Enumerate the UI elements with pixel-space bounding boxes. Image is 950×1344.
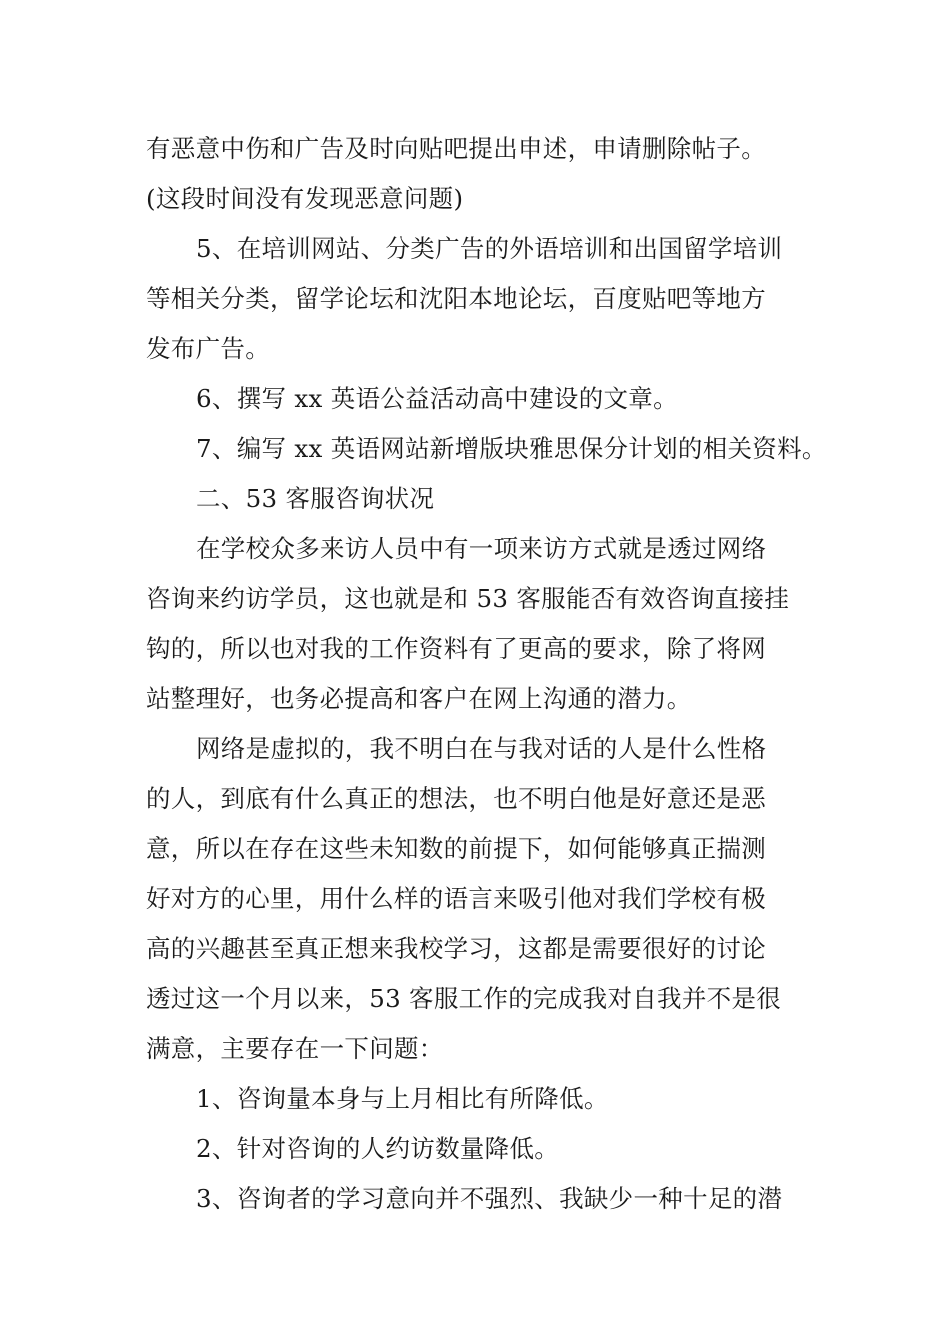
section-heading: 二、53 客服咨询状况 xyxy=(196,484,435,513)
text-line: 7、编写 xx 英语网站新增版块雅思保分计划的相关资料。 xyxy=(196,434,827,463)
text-line: 咨询来约访学员，这也就是和 53 客服能否有效咨询直接挂 xyxy=(146,584,790,613)
text-line: (这段时间没有发现恶意问题) xyxy=(146,184,464,213)
text-line: 在学校众多来访人员中有一项来访方式就是透过网络 xyxy=(196,534,767,563)
text-line: 钩的，所以也对我的工作资料有了更高的要求，除了将网 xyxy=(146,634,766,663)
text-line: 好对方的心里，用什么样的语言来吸引他对我们学校有极 xyxy=(146,884,766,913)
list-item: 1、咨询量本身与上月相比有所降低。 xyxy=(196,1084,609,1113)
text-line: 满意，主要存在一下问题： xyxy=(146,1034,444,1063)
text-line: 5、在培训网站、分类广告的外语培训和出国留学培训 xyxy=(196,234,783,263)
text-line: 透过这一个月以来，53 客服工作的完成我对自我并不是很 xyxy=(146,984,782,1013)
text-line: 发布广告。 xyxy=(146,334,270,363)
text-line: 网络是虚拟的，我不明白在与我对话的人是什么性格 xyxy=(196,734,767,763)
list-item: 3、咨询者的学习意向并不强烈、我缺少一种十足的潜 xyxy=(196,1184,783,1213)
text-line: 有恶意中伤和广告及时向贴吧提出申述，申请删除帖子。 xyxy=(146,134,766,163)
text-line: 的人，到底有什么真正的想法，也不明白他是好意还是恶 xyxy=(146,784,766,813)
text-line: 意，所以在存在这些未知数的前提下，如何能够真正揣测 xyxy=(146,834,766,863)
list-item: 2、针对咨询的人约访数量降低。 xyxy=(196,1134,560,1163)
text-line: 6、撰写 xx 英语公益活动高中建设的文章。 xyxy=(196,384,678,413)
text-line: 高的兴趣甚至真正想来我校学习，这都是需要很好的讨论 xyxy=(146,934,766,963)
text-line: 等相关分类，留学论坛和沈阳本地论坛，百度贴吧等地方 xyxy=(146,284,766,313)
text-line: 站整理好，也务必提高和客户在网上沟通的潜力。 xyxy=(146,684,692,713)
